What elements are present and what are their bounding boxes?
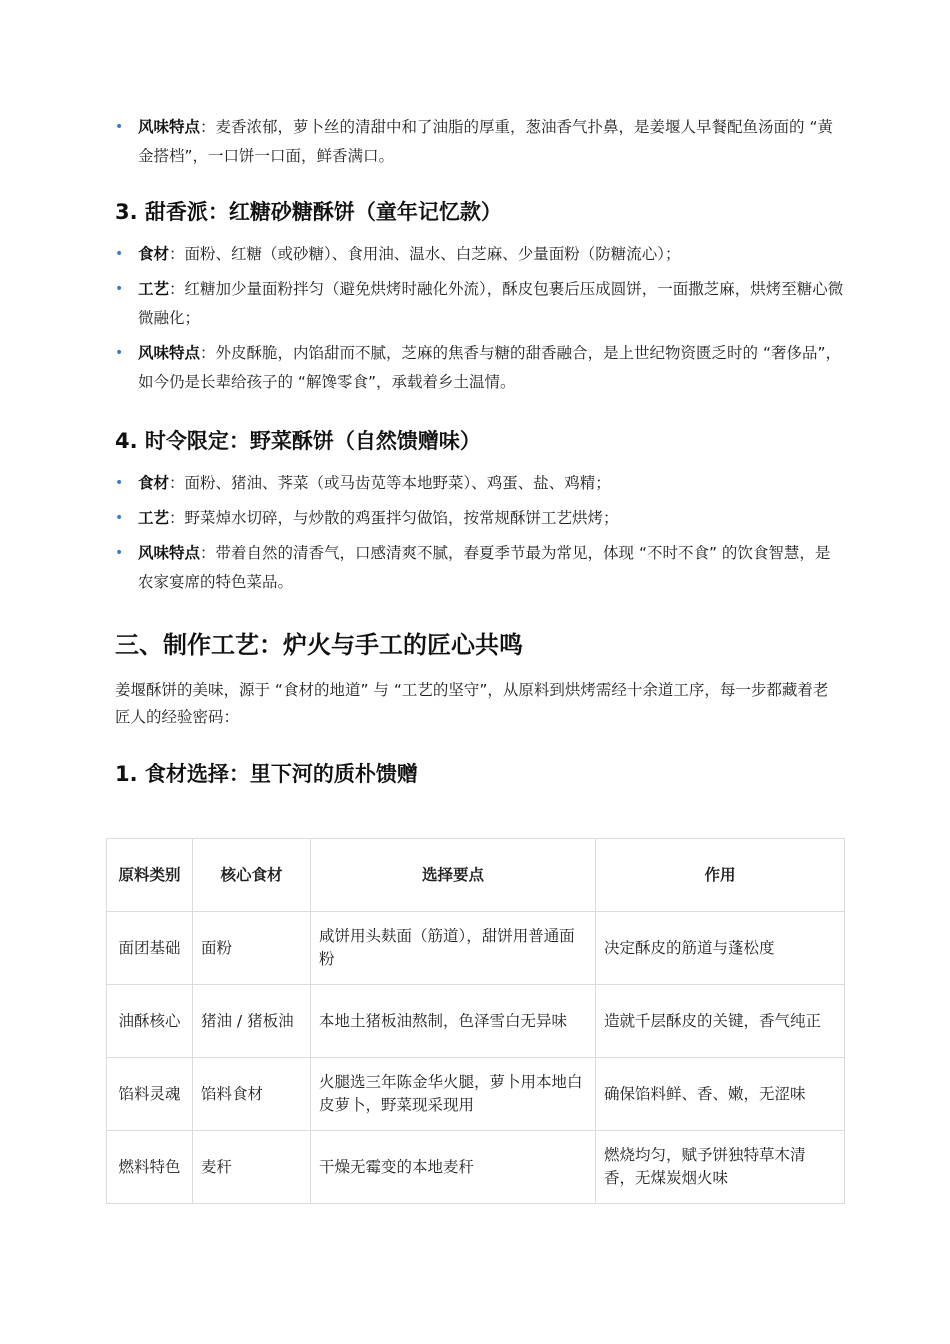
bullet-dot-icon: • — [115, 510, 124, 526]
bullet-dot-icon: • — [115, 545, 124, 561]
table-cell: 造就千层酥皮的关键，香气纯正 — [596, 985, 845, 1058]
item-text: ：红糖加少量面粉拌匀（避免烘烤时融化外流），酥皮包裹后压成圆饼，一面撒芝麻，烘烤至糖心微微融化； — [138, 280, 844, 327]
seasonal-list — [115, 469, 845, 603]
item-label: 风味特点 — [138, 118, 201, 136]
list-item — [115, 504, 845, 533]
item-label: 食材 — [138, 245, 170, 263]
section-heading-craft: 三、制作工艺：炉火与手工的匠心共鸣 — [115, 631, 523, 659]
list-item — [115, 539, 845, 597]
list-item — [115, 275, 845, 333]
list-item — [115, 339, 845, 397]
table-row — [107, 1131, 845, 1204]
item-text: ：面粉、猪油、荠菜（或马齿苋等本地野菜）、鸡蛋、盐、鸡精； — [169, 474, 611, 492]
header-selection-points: 选择要点 — [311, 839, 596, 912]
table-cell: 干燥无霉变的本地麦秆 — [311, 1131, 596, 1204]
heading-ingredients: 1. 食材选择：里下河的质朴馈赠 — [115, 762, 418, 786]
header-purpose: 作用 — [596, 839, 845, 912]
table-cell: 决定酥皮的筋道与蓬松度 — [596, 912, 845, 985]
item-text: ：带着自然的清香气，口感清爽不腻，春夏季节最为常见，体现 “不时不食” 的饮食智慧，是农家宴席的特色菜品。 — [138, 544, 831, 591]
table-cell: 本地土猪板油熬制，色泽雪白无异味 — [311, 985, 596, 1058]
item-text: ：外皮酥脆，内馅甜而不腻，芝麻的焦香与糖的甜香融合，是上世纪物资匮乏时的 “奢侈品”，如今仍是长辈给孩子的 “解馋零食”，承载着乡土温情。 — [138, 344, 842, 391]
list-item — [115, 469, 845, 498]
table-row — [107, 912, 845, 985]
table-cell: 猪油 / 猪板油 — [193, 985, 311, 1058]
heading-sweet: 3. 甜香派：红糖砂糖酥饼（童年记忆款） — [115, 200, 502, 224]
heading-seasonal: 4. 时令限定：野菜酥饼（自然馈赠味） — [115, 429, 481, 453]
table-cell: 馅料食材 — [193, 1058, 311, 1131]
table-row — [107, 985, 845, 1058]
list-item — [115, 113, 845, 171]
table-cell: 燃料特色 — [107, 1131, 193, 1204]
list-item — [115, 240, 845, 269]
craft-intro: 姜堰酥饼的美味，源于 “食材的地道” 与 “工艺的坚守”，从原料到烘烤需经十余道工序，每一步都藏着老匠人的经验密码： — [115, 681, 829, 726]
table-cell: 面粉 — [193, 912, 311, 985]
table-header-row — [107, 839, 845, 912]
sweet-list — [115, 240, 845, 403]
item-label: 风味特点 — [138, 544, 201, 562]
item-label: 工艺 — [138, 509, 170, 527]
header-core-ingredient: 核心食材 — [193, 839, 311, 912]
table-row — [107, 1058, 845, 1131]
bullet-dot-icon: • — [115, 345, 124, 361]
bullet-dot-icon: • — [115, 119, 124, 135]
ingredients-table — [106, 838, 845, 1204]
item-text: ：面粉、红糖（或砂糖）、食用油、温水、白芝麻、少量面粉（防糖流心）； — [169, 245, 681, 263]
bullet-dot-icon: • — [115, 246, 124, 262]
header-category: 原料类别 — [107, 839, 193, 912]
flavor-list-top — [115, 113, 845, 177]
table-cell: 油酥核心 — [107, 985, 193, 1058]
item-text: ：野菜焯水切碎，与炒散的鸡蛋拌匀做馅，按常规酥饼工艺烘烤； — [169, 509, 619, 527]
item-label: 风味特点 — [138, 344, 201, 362]
table-cell: 火腿选三年陈金华火腿，萝卜用本地白皮萝卜，野菜现采现用 — [311, 1058, 596, 1131]
bullet-dot-icon: • — [115, 475, 124, 491]
table-cell: 确保馅料鲜、香、嫩，无涩味 — [596, 1058, 845, 1131]
table-cell: 麦秆 — [193, 1131, 311, 1204]
table-cell: 馅料灵魂 — [107, 1058, 193, 1131]
table-cell: 面团基础 — [107, 912, 193, 985]
table-cell: 燃烧均匀，赋予饼独特草木清香，无煤炭烟火味 — [596, 1131, 845, 1204]
bullet-dot-icon: • — [115, 281, 124, 297]
item-text: ：麦香浓郁，萝卜丝的清甜中和了油脂的厚重，葱油香气扑鼻，是姜堰人早餐配鱼汤面的 “黄金搭档”，一口饼一口面，鲜香满口。 — [138, 118, 833, 165]
item-label: 工艺 — [138, 280, 170, 298]
table-cell: 咸饼用头麸面（筋道），甜饼用普通面粉 — [311, 912, 596, 985]
item-label: 食材 — [138, 474, 170, 492]
